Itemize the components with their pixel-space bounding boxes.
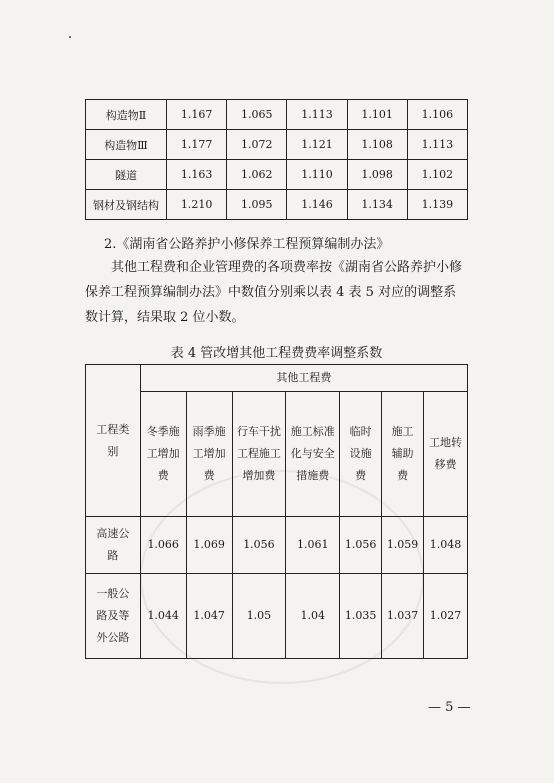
- column-header: 雨季施工增加费: [186, 392, 232, 517]
- cell: 1.044: [140, 574, 186, 659]
- cell: 1.095: [227, 190, 287, 220]
- row-label: 构造物Ⅱ: [86, 100, 167, 130]
- cell: 1.066: [140, 517, 186, 574]
- table-4: [85, 364, 468, 659]
- column-header: 施工辅助费: [382, 392, 424, 517]
- cell: 1.072: [227, 130, 287, 160]
- cell: 1.069: [186, 517, 232, 574]
- cell: 1.04: [286, 574, 340, 659]
- speck: [69, 36, 71, 38]
- adjustment-table-continued: [85, 99, 468, 220]
- column-header: 行车干扰工程施工增加费: [232, 392, 286, 517]
- table-row: [86, 100, 468, 130]
- cell: 1.061: [286, 517, 340, 574]
- row-label: 构造物Ⅲ: [86, 130, 167, 160]
- column-header: 临时设施费: [340, 392, 382, 517]
- cell: 1.163: [167, 160, 227, 190]
- cell: 1.113: [407, 130, 467, 160]
- cell: 1.210: [167, 190, 227, 220]
- header-row: [86, 365, 468, 392]
- cell: 1.177: [167, 130, 227, 160]
- cell: 1.056: [232, 517, 286, 574]
- row-label: 一般公路及等外公路: [86, 574, 141, 659]
- cell: 1.101: [347, 100, 407, 130]
- group-header: 其他工程费: [140, 365, 467, 392]
- header-row: [86, 392, 468, 517]
- cell: 1.139: [407, 190, 467, 220]
- cell: 1.062: [227, 160, 287, 190]
- table-caption: 表 4 管改增其他工程费费率调整系数: [170, 346, 383, 361]
- row-label: 隧道: [86, 160, 167, 190]
- cell: 1.121: [287, 130, 347, 160]
- table-row: [86, 190, 468, 220]
- row-label: 高速公路: [86, 517, 141, 574]
- cell: 1.102: [407, 160, 467, 190]
- cell: 1.110: [287, 160, 347, 190]
- cell: 1.047: [186, 574, 232, 659]
- cell: 1.048: [424, 517, 468, 574]
- table-row: [86, 517, 468, 574]
- column-header: 施工标准化与安全措施费: [286, 392, 340, 517]
- cell: 1.108: [347, 130, 407, 160]
- cell: 1.035: [340, 574, 382, 659]
- cell: 1.065: [227, 100, 287, 130]
- section-heading: 2.《湖南省公路养护小修保养工程预算编制办法》: [104, 237, 390, 252]
- column-header: 冬季施工增加费: [140, 392, 186, 517]
- row-label: 钢材及钢结构: [86, 190, 167, 220]
- table-row: [86, 130, 468, 160]
- body-paragraph: 其他工程费和企业管理费的各项费率按《湖南省公路养护小修保养工程预算编制办法》中数值分别乘以表 4 表 5 对应的调整系数计算，结果取 2 位小数。: [85, 260, 463, 325]
- cell: 1.027: [424, 574, 468, 659]
- column-header: 工地转移费: [424, 392, 468, 517]
- cell: 1.037: [382, 574, 424, 659]
- cell: 1.059: [382, 517, 424, 574]
- cell: 1.056: [340, 517, 382, 574]
- row-header: 工程类别: [86, 365, 141, 517]
- cell: 1.167: [167, 100, 227, 130]
- cell: 1.098: [347, 160, 407, 190]
- table-row: [86, 574, 468, 659]
- table-row: [86, 160, 468, 190]
- page-number: — 5 —: [428, 700, 471, 715]
- cell: 1.113: [287, 100, 347, 130]
- cell: 1.106: [407, 100, 467, 130]
- cell: 1.146: [287, 190, 347, 220]
- cell: 1.05: [232, 574, 286, 659]
- cell: 1.134: [347, 190, 407, 220]
